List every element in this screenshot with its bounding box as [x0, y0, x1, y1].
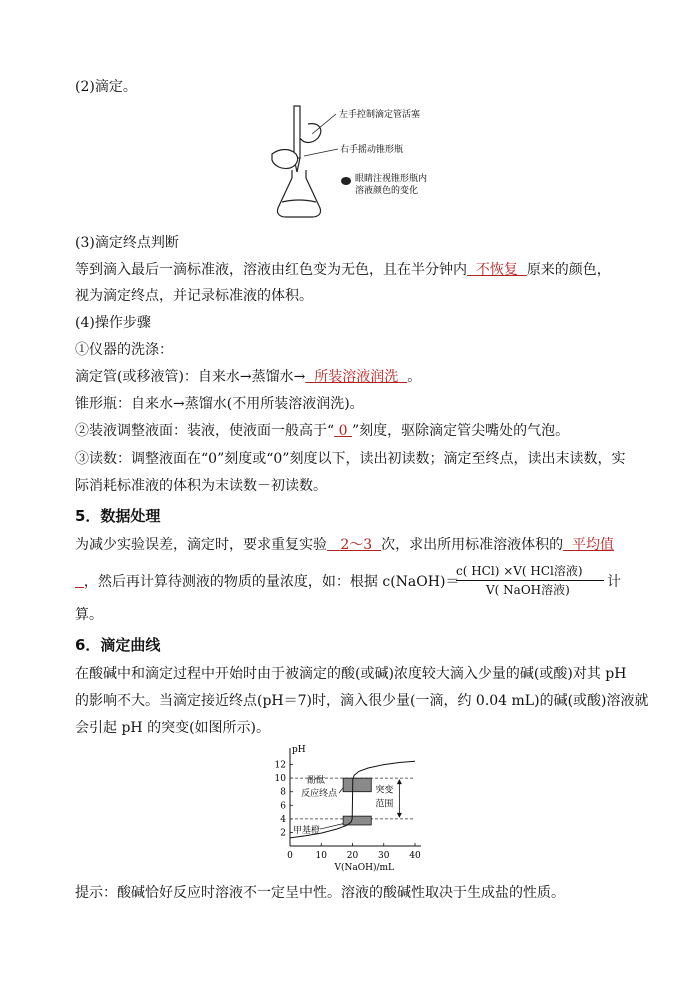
x-tick-label: 10: [315, 851, 327, 861]
y-tick-label: 6: [280, 801, 286, 812]
endpoint-line-2: 视为滴定终点，并记录标准液的体积。: [75, 288, 313, 304]
x-tick-label: 0: [287, 851, 293, 861]
endpoint-heading: (3)滴定终点判断: [75, 235, 179, 251]
y-tick-label: 4: [280, 814, 286, 825]
label-eyes-2: 溶液颜色的变化: [355, 186, 419, 196]
endpoint-fill: 不恢复: [475, 262, 518, 278]
section6-p3: 会引起 pH 的突变(如图所示)。: [75, 720, 270, 736]
y-tick-label: 10: [274, 774, 286, 785]
range-label: 酚酞: [307, 775, 326, 786]
x-tick-label: 20: [346, 851, 359, 861]
formula-bar: [456, 580, 604, 581]
titration-curve-chart: [262, 742, 434, 874]
label-eyes-1: 眼睛注视锥形瓶内: [355, 174, 428, 184]
label-left-hand: 左手控制滴定管活塞: [339, 110, 421, 120]
jump-label: 突变: [375, 785, 394, 796]
range-label: 反应终点: [301, 788, 338, 799]
x-tick-label: 30: [378, 851, 390, 861]
range-leader: [339, 788, 343, 793]
y-tick-label: 8: [280, 787, 286, 798]
wash-heading: ①仪器的洗涤：: [75, 342, 173, 358]
range-box: [343, 778, 371, 792]
burette-wash: 滴定管(或移液管)：自来水→蒸馏水→ 所装溶液润洗 。: [75, 369, 422, 385]
section5-line-1: 为减少实验误差，滴定时，要求重复实验 2～3 次，求出所用标准溶液体积的 平均值: [75, 537, 614, 553]
eye-icon: [341, 177, 351, 185]
x-axis-label: V(NaOH)/mL: [334, 863, 395, 873]
fill-adjust: ②装液调整液面：装液，使液面一般高于“ 0 ”刻度，驱除滴定管尖嘴处的气泡。: [75, 423, 570, 439]
section5-heading: 5．数据处理: [75, 507, 161, 525]
endpoint-line-1: [75, 261, 611, 279]
flask-wash: 锥形瓶：自来水→蒸馏水(不用所装溶液润洗)。: [75, 396, 364, 412]
burette-fill: 所装溶液润洗: [314, 369, 399, 385]
range-label: 甲基橙: [293, 826, 321, 837]
formula-denominator: V( NaOH溶液): [486, 583, 570, 597]
x-tick-label: 40: [409, 851, 421, 861]
section5-line-3: 算。: [75, 607, 103, 623]
section6-heading: 6．滴定曲线: [75, 636, 161, 654]
fill-average: 平均值: [572, 537, 614, 553]
y-tick-label: 12: [274, 760, 286, 771]
y-tick-label: 2: [280, 828, 286, 839]
jump-arrow-head: [397, 779, 402, 784]
reading-line-1: ③读数：调整液面在“0”刻度或“0”刻度以下，读出初读数；滴定至终点，读出末读数，实: [75, 451, 626, 467]
tip-text: 提示：酸碱恰好反应时溶液不一定呈中性。溶液的酸碱性取决于生成盐的性质。: [75, 885, 565, 901]
section5-text-d: 计: [607, 574, 621, 590]
fill-times: 2～3: [340, 537, 373, 553]
endpoint-text-a: 等到滴入最后一滴标准液，溶液由红色变为无色，且在半分钟内: [75, 262, 467, 278]
hands-icon: [272, 124, 321, 169]
fill-blank: 0: [338, 423, 348, 439]
jump-label: 范围: [375, 799, 394, 810]
label-right-hand: 右手摇动锥形瓶: [340, 145, 404, 155]
range-box: [343, 816, 371, 825]
titration-illustration: [260, 104, 450, 222]
reading-line-2: 际消耗标准液的体积为末读数－初读数。: [75, 478, 327, 494]
formula-numerator: c( HCl) ×V( HCl溶液): [456, 564, 583, 578]
endpoint-text-b: 原来的颜色，: [526, 262, 611, 278]
section5-line-2: ，然后再计算待测液的物质的量浓度，如：根据 c(NaOH)＝: [83, 574, 460, 590]
flask-icon: [277, 170, 320, 217]
section6-p1: 在酸碱中和滴定过程中开始时由于被滴定的酸(或碱)浓度较大滴入少量的碱(或酸)对其 pH: [75, 666, 627, 682]
steps-heading: (4)操作步骤: [75, 315, 151, 331]
section6-p2: 的影响不大。当滴定接近终点(pH＝7)时，滴入很少量(一滴，约 0.04 mL)的碱(或酸)溶液就: [75, 693, 649, 709]
jump-arrow-head: [397, 813, 402, 818]
titration-heading: (2)滴定。: [75, 79, 137, 95]
y-axis-label: pH: [292, 745, 306, 755]
